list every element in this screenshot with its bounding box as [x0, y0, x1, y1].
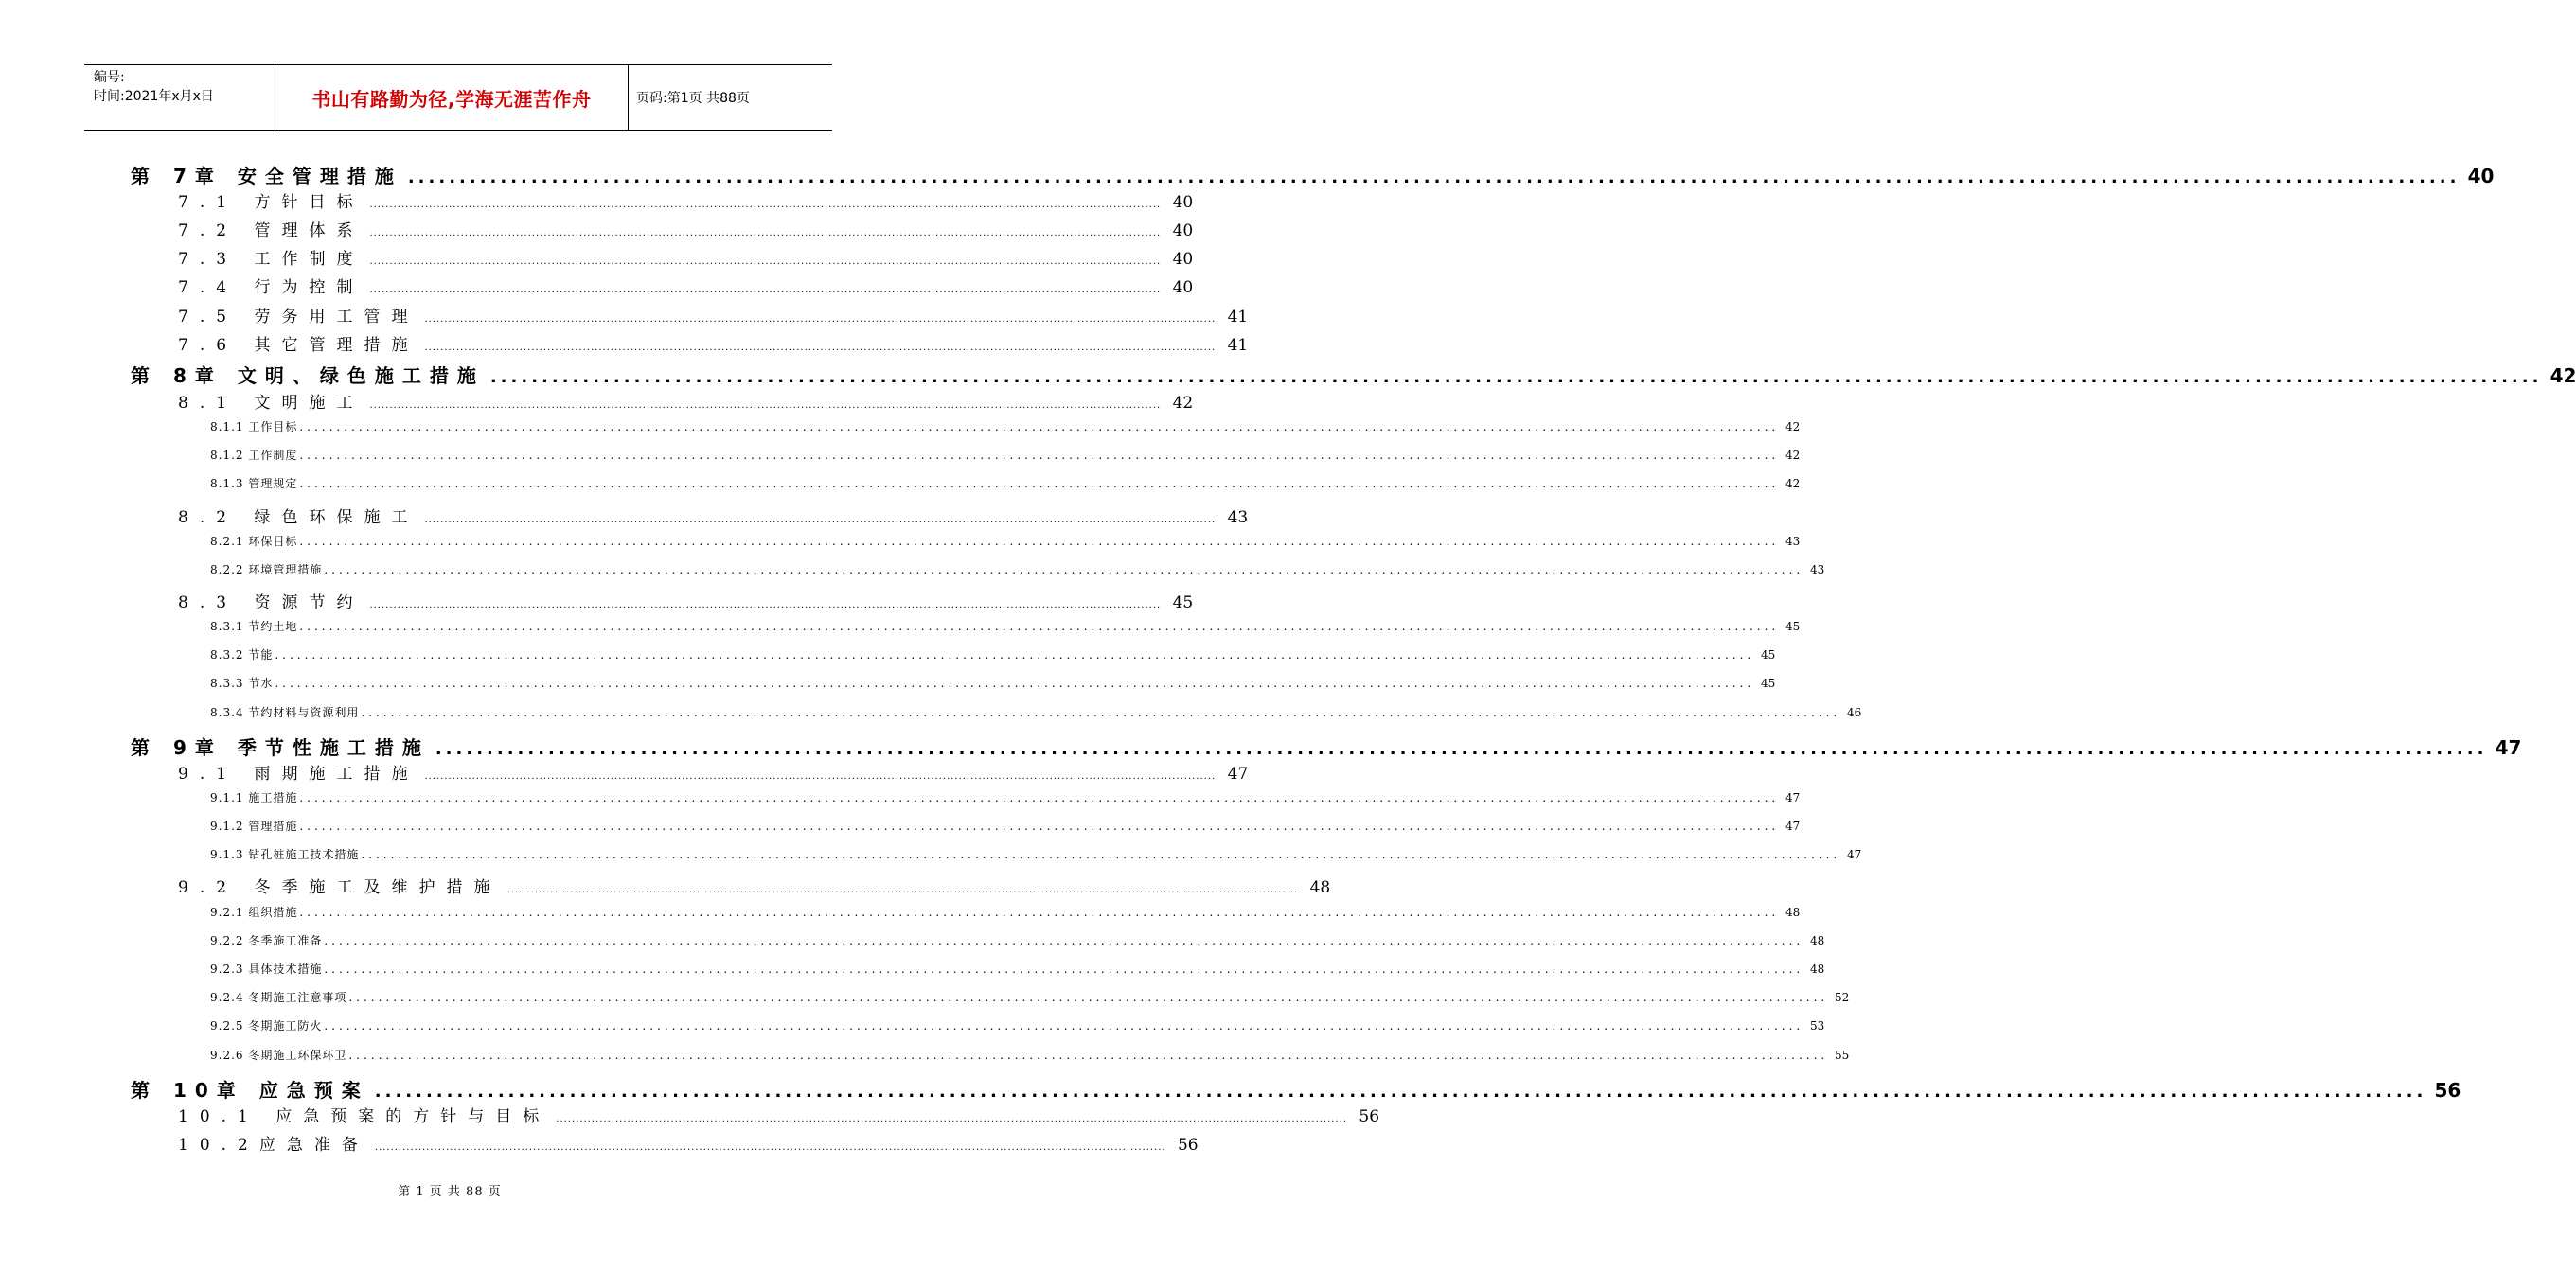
toc-leader-dots: ........................................................................................................................................................................................................ [299, 791, 1780, 804]
toc-entry-title: 9.2.6 冬期施工环保环卫 [210, 1049, 347, 1062]
toc-section-row[interactable] [178, 1103, 1380, 1127]
toc-section-row[interactable] [178, 274, 1194, 298]
toc-entry-page: 47 [1846, 848, 1862, 861]
toc-section-row[interactable] [178, 589, 1194, 613]
toc-entry-title: 8.2.2 环境管理措施 [210, 563, 323, 576]
toc-subsection-row[interactable] [210, 646, 1776, 665]
toc-leader-dots: ........................................................................................................................................................................................................ [374, 1082, 2427, 1102]
toc-entry-title: 8.2.1 环保目标 [210, 535, 298, 548]
toc-entry-title: 8.2 绿色环保施工 [178, 508, 419, 527]
toc-leader-dots: ........................................................................................................................................................................................................ [369, 400, 1162, 411]
toc-leader-dots: ........................................................................................................................................................................................................ [324, 1019, 1804, 1033]
toc-entry-page: 45 [1785, 620, 1801, 633]
toc-chapter-row[interactable] [131, 361, 2576, 387]
toc-leader-dots: ........................................................................................................................................................................................................ [275, 677, 1755, 690]
toc-leader-dots: ........................................................................................................................................................................................................ [369, 200, 1162, 210]
toc-leader-dots: ........................................................................................................................................................................................................ [369, 256, 1162, 267]
toc-entry-page: 45 [1760, 677, 1776, 690]
page-footer: 第 1 页 共 88 页 [398, 1185, 502, 1199]
toc-leader-dots: ........................................................................................................................................................................................................ [299, 477, 1780, 490]
toc-entry-page: 48 [1309, 878, 1331, 897]
toc-entry-page: 40 [1172, 193, 1194, 212]
toc-subsection-row[interactable] [210, 704, 1862, 723]
header-page-info: 页码:第1页 共88页 [636, 91, 750, 106]
toc-leader-dots: ........................................................................................................................................................................................................ [299, 820, 1780, 833]
toc-entry-title: 9.1.2 管理措施 [210, 820, 298, 833]
toc-subsection-row[interactable] [210, 989, 1850, 1008]
toc-entry-title: 第 8章 文明、绿色施工措施 [131, 364, 485, 387]
toc-entry-page: 56 [1177, 1136, 1199, 1155]
toc-subsection-row[interactable] [210, 961, 1825, 980]
toc-entry-title: 7.5 劳务用工管理 [178, 308, 419, 327]
toc-leader-dots: ........................................................................................................................................................................................................ [424, 343, 1217, 353]
toc-entry-title: 8.3 资源节约 [178, 593, 364, 612]
toc-section-row[interactable] [178, 760, 1249, 785]
toc-entry-title: 9.2.5 冬期施工防火 [210, 1019, 323, 1033]
toc-entry-page: 48 [1809, 934, 1825, 947]
toc-leader-dots: ........................................................................................................................................................................................................ [299, 535, 1780, 548]
toc-entry-title: 7.4 行为控制 [178, 278, 364, 297]
toc-entry-title: 8.1.2 工作制度 [210, 449, 298, 462]
toc-entry-page: 40 [2467, 165, 2495, 187]
toc-entry-title: 9.2 冬季施工及维护措施 [178, 878, 502, 897]
toc-entry-page: 42 [1172, 394, 1194, 413]
toc-entry-page: 45 [1760, 648, 1776, 662]
toc-subsection-row[interactable] [210, 618, 1801, 637]
toc-leader-dots: ........................................................................................................................................................................................................ [369, 228, 1162, 238]
toc-subsection-row[interactable] [210, 1017, 1825, 1036]
toc-entry-page: 42 [1785, 477, 1801, 490]
toc-entry-title: 7.2 管理体系 [178, 221, 364, 240]
toc-entry-title: 8.1.1 工作目标 [210, 420, 298, 433]
toc-section-row[interactable] [178, 1131, 1199, 1156]
toc-entry-title: 8.1.3 管理规定 [210, 477, 298, 490]
toc-section-row[interactable] [178, 331, 1249, 356]
toc-leader-dots: ........................................................................................................................................................................................................ [407, 168, 2461, 187]
toc-subsection-row[interactable] [210, 846, 1862, 865]
toc-subsection-row[interactable] [210, 675, 1776, 694]
doc-time-label: 时间:2021年x月x日 [94, 89, 214, 104]
toc-leader-dots: ........................................................................................................................................................................................................ [324, 963, 1804, 976]
toc-subsection-row[interactable] [210, 418, 1801, 437]
toc-entry-title: 8.3.1 节约土地 [210, 620, 298, 633]
toc-section-row[interactable] [178, 389, 1194, 414]
toc-entry-title: 9.1.1 施工措施 [210, 791, 298, 804]
toc-leader-dots: ........................................................................................................................................................................................................ [506, 885, 1299, 895]
toc-leader-dots: ........................................................................................................................................................................................................ [348, 991, 1829, 1004]
toc-entry-title: 第 9章 季节性施工措施 [131, 736, 430, 759]
toc-entry-page: 56 [1359, 1107, 1380, 1126]
toc-subsection-row[interactable] [210, 475, 1801, 494]
toc-section-row[interactable] [178, 504, 1249, 528]
toc-section-row[interactable] [178, 874, 1331, 898]
toc-subsection-row[interactable] [210, 1047, 1850, 1066]
toc-entry-title: 9.2.3 具体技术措施 [210, 963, 323, 976]
toc-leader-dots: ........................................................................................................................................................................................................ [424, 771, 1217, 782]
toc-entry-title: 10.2应急准备 [178, 1136, 369, 1155]
toc-entry-title: 8.3.4 节约材料与资源利用 [210, 706, 360, 719]
toc-entry-page: 48 [1785, 906, 1801, 919]
toc-subsection-row[interactable] [210, 904, 1801, 923]
toc-entry-title: 9.2.1 组织措施 [210, 906, 298, 919]
toc-entry-title: 第 10章 应急预案 [131, 1079, 369, 1102]
toc-leader-dots: ........................................................................................................................................................................................................ [299, 620, 1780, 633]
toc-leader-dots: ........................................................................................................................................................................................................ [361, 848, 1841, 861]
toc-leader-dots: ........................................................................................................................................................................................................ [324, 934, 1804, 947]
toc-leader-dots: ........................................................................................................................................................................................................ [324, 563, 1804, 576]
toc-entry-title: 8.1 文明施工 [178, 394, 364, 413]
toc-leader-dots: ........................................................................................................................................................................................................ [361, 706, 1841, 719]
toc-entry-page: 47 [1785, 820, 1801, 833]
toc-entry-page: 42 [2549, 364, 2576, 387]
toc-subsection-row[interactable] [210, 561, 1825, 580]
toc-entry-page: 46 [1846, 706, 1862, 719]
toc-entry-title: 10.1 应急预案的方针与目标 [178, 1107, 551, 1126]
toc-entry-page: 43 [1785, 535, 1801, 548]
toc-subsection-row[interactable] [210, 818, 1801, 837]
toc-entry-page: 48 [1809, 963, 1825, 976]
toc-section-row[interactable] [178, 303, 1249, 327]
toc-entry-title: 9.1 雨期施工措施 [178, 765, 419, 784]
toc-entry-title: 7.1 方针目标 [178, 193, 364, 212]
toc-entry-page: 56 [2434, 1079, 2461, 1102]
toc-leader-dots: ........................................................................................................................................................................................................ [374, 1142, 1166, 1153]
toc-entry-page: 52 [1834, 991, 1850, 1004]
toc-entry-page: 41 [1227, 308, 1249, 327]
header-slogan: 书山有路勤为径,学海无涯苦作舟 [275, 65, 629, 130]
toc-section-row[interactable] [178, 245, 1194, 270]
toc-entry-title: 8.3.2 节能 [210, 648, 274, 662]
toc-section-row[interactable] [178, 217, 1194, 241]
toc-entry-title: 9.2.2 冬季施工准备 [210, 934, 323, 947]
toc-leader-dots: ........................................................................................................................................................................................................ [424, 314, 1217, 325]
toc-entry-page: 43 [1809, 563, 1825, 576]
toc-entry-page: 53 [1809, 1019, 1825, 1033]
toc-section-row[interactable] [178, 188, 1194, 213]
toc-entry-page: 47 [1227, 765, 1249, 784]
toc-subsection-row[interactable] [210, 533, 1801, 552]
toc-entry-page: 40 [1172, 250, 1194, 269]
toc-entry-page: 42 [1785, 420, 1801, 433]
toc-chapter-row[interactable] [131, 161, 2495, 187]
toc-entry-title: 8.3.3 节水 [210, 677, 274, 690]
toc-leader-dots: ........................................................................................................................................................................................................ [369, 600, 1162, 610]
toc-entry-page: 42 [1785, 449, 1801, 462]
toc-leader-dots: ........................................................................................................................................................................................................ [348, 1049, 1829, 1062]
toc-leader-dots: ........................................................................................................................................................................................................ [299, 449, 1780, 462]
toc-subsection-row[interactable] [210, 932, 1825, 951]
toc-subsection-row[interactable] [210, 447, 1801, 466]
toc-leader-dots: ........................................................................................................................................................................................................ [435, 739, 2488, 759]
toc-leader-dots: ........................................................................................................................................................................................................ [299, 420, 1780, 433]
toc-entry-page: 40 [1172, 278, 1194, 297]
toc-leader-dots: ........................................................................................................................................................................................................ [369, 285, 1162, 295]
toc-leader-dots: ........................................................................................................................................................................................................ [489, 367, 2543, 387]
toc-entry-title: 7.3 工作制度 [178, 250, 364, 269]
toc-leader-dots: ........................................................................................................................................................................................................ [299, 906, 1780, 919]
toc-entry-page: 55 [1834, 1049, 1850, 1062]
doc-code-label: 编号: [94, 70, 125, 85]
toc-entry-page: 43 [1227, 508, 1249, 527]
toc-leader-dots: ........................................................................................................................................................................................................ [275, 648, 1755, 662]
toc-entry-page: 40 [1172, 221, 1194, 240]
toc-entry-title: 第 7章 安全管理措施 [131, 165, 402, 187]
toc-subsection-row[interactable] [210, 789, 1801, 808]
toc-entry-page: 47 [2495, 736, 2522, 759]
toc-entry-title: 9.2.4 冬期施工注意事项 [210, 991, 347, 1004]
toc-entry-title: 9.1.3 钻孔桩施工技术措施 [210, 848, 360, 861]
toc-entry-page: 45 [1172, 593, 1194, 612]
toc-entry-page: 47 [1785, 791, 1801, 804]
toc-chapter-row[interactable] [131, 1075, 2461, 1102]
toc-chapter-row[interactable] [131, 733, 2522, 759]
toc-entry-title: 7.6 其它管理措施 [178, 336, 419, 355]
toc-leader-dots: ........................................................................................................................................................................................................ [556, 1114, 1348, 1124]
toc-leader-dots: ........................................................................................................................................................................................................ [424, 515, 1217, 525]
toc-entry-page: 41 [1227, 336, 1249, 355]
